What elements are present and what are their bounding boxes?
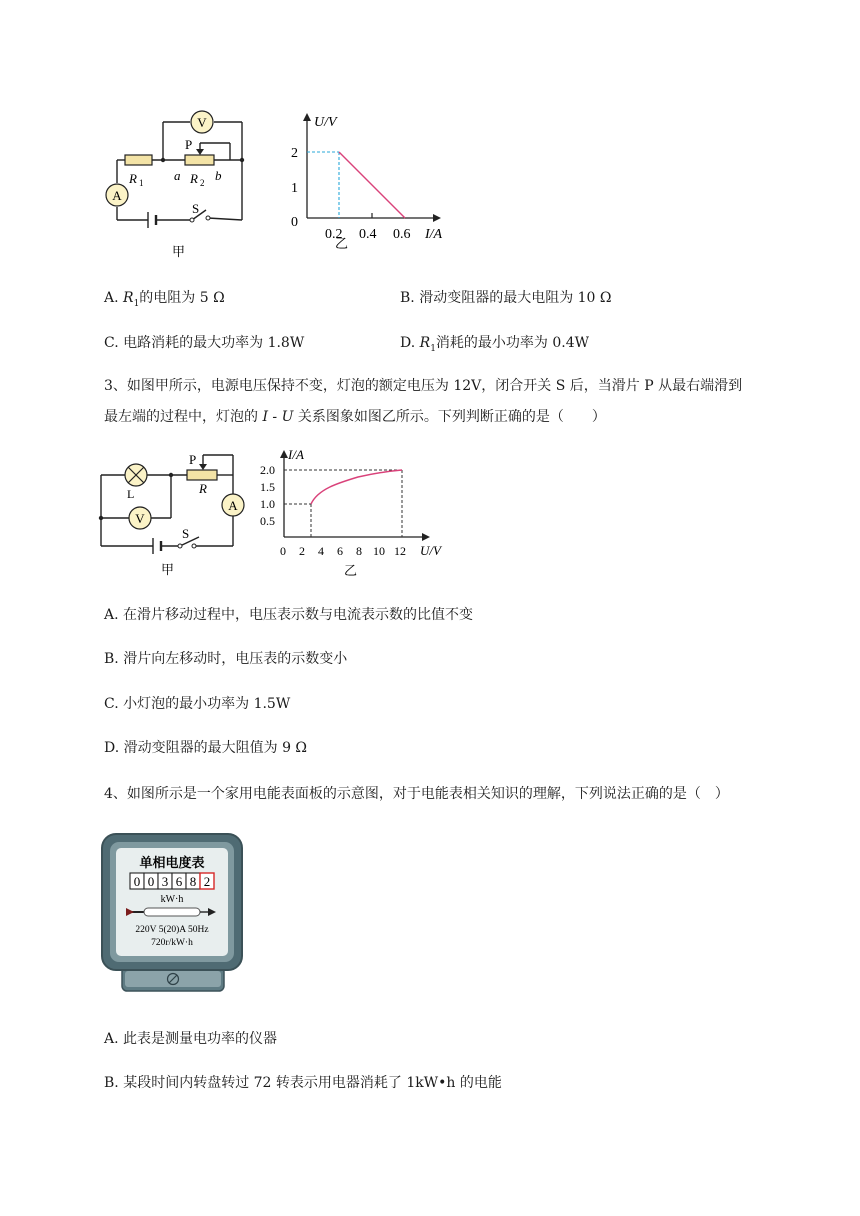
meter-spec-rating: 220V 5(20)A 50Hz xyxy=(135,925,209,935)
meter-digit: 3 xyxy=(161,874,169,889)
voltmeter-label: V xyxy=(135,511,145,526)
q3-circuit-figure xyxy=(95,450,255,580)
q3-option-b: B. 滑片向左移动时，电压表的示数变小 xyxy=(104,651,348,667)
r2-subscript: 2 xyxy=(200,178,205,188)
y-tick: 0.5 xyxy=(260,514,275,528)
q2-option-d: D. $R_1$消耗的最小功率为 0.4W xyxy=(400,335,590,354)
r2-label: R xyxy=(190,171,198,186)
meter-spec-revolutions: 720r/kW·h xyxy=(151,938,193,948)
x-tick: 10 xyxy=(373,544,385,558)
q3-stem-line2: 最左端的过程中，灯泡的 I - U 关系图象如图乙所示。下列判断正确的是（ ） xyxy=(104,409,606,425)
x-tick: 0.6 xyxy=(393,227,411,242)
q3-option-d: D. 滑动变阻器的最大阻值为 9 Ω xyxy=(104,740,308,756)
x-tick: 2 xyxy=(299,544,305,558)
switch-label: S xyxy=(182,526,190,541)
x-tick: 6 xyxy=(337,544,343,558)
q2-ui-graph xyxy=(285,108,460,256)
end-a-label: a xyxy=(174,168,181,183)
y-tick: 1.5 xyxy=(260,480,275,494)
meter-digit: 0 xyxy=(147,874,155,889)
graph-y-axis-label: I/A xyxy=(288,447,304,462)
q4-option-a: A. 此表是测量电功率的仪器 xyxy=(104,1031,278,1047)
var-r: R xyxy=(123,290,134,306)
q3-option-c: C. 小灯泡的最小功率为 1.5W xyxy=(104,696,291,712)
r1-label: R xyxy=(129,171,137,186)
meter-digit: 6 xyxy=(175,874,183,889)
figure-caption: 乙 xyxy=(335,237,349,252)
meter-digit: 0 xyxy=(133,874,141,889)
ammeter-label: A xyxy=(228,498,238,513)
graph-x-axis-label: I/A xyxy=(425,227,443,242)
y-tick: 1.0 xyxy=(260,497,275,511)
figure-caption: 甲 xyxy=(172,245,186,260)
q2-circuit-figure xyxy=(100,105,260,260)
electricity-meter-figure xyxy=(100,832,246,994)
figure-caption: 甲 xyxy=(161,563,175,578)
slider-label: P xyxy=(189,452,197,467)
meter-title: 单相电度表 xyxy=(139,856,205,871)
subscript: 1 xyxy=(430,343,436,354)
x-tick: 8 xyxy=(356,544,362,558)
y-tick: 2.0 xyxy=(260,463,275,477)
q3-stem-line1: 3、如图甲所示，电源电压保持不变，灯泡的额定电压为 12V，闭合开关 S 后，当滑片 P 从最右端滑到 xyxy=(104,378,743,394)
rheostat-label: R xyxy=(199,481,207,496)
switch-label: S xyxy=(192,201,200,216)
x-tick: 0.4 xyxy=(359,227,377,242)
subscript: 1 xyxy=(133,298,140,309)
voltmeter-label: V xyxy=(197,115,207,130)
var-r: R xyxy=(419,335,431,351)
q2-option-b: B. 滑动变阻器的最大电阻为 10 Ω xyxy=(400,290,612,306)
iu-relation: I - U xyxy=(262,409,294,425)
x-tick: 0.2 xyxy=(325,227,343,242)
x-tick: 4 xyxy=(318,544,324,558)
meter-digit-decimal: 2 xyxy=(203,874,211,889)
graph-y-axis-label: U/V xyxy=(314,115,337,130)
r1-subscript: 1 xyxy=(139,178,144,188)
x-tick: 12 xyxy=(394,544,406,558)
q3-iu-graph xyxy=(258,447,448,582)
slider-label: P xyxy=(185,137,193,152)
y-tick: 2 xyxy=(291,146,298,161)
y-tick: 0 xyxy=(291,215,298,230)
meter-unit: kW·h xyxy=(160,894,184,905)
q4-stem: 4、如图所示是一个家用电能表面板的示意图，对于电能表相关知识的理解，下列说法正确的是（ ） xyxy=(104,786,729,802)
lamp-label: L xyxy=(127,487,135,501)
x-tick: 0 xyxy=(280,544,286,558)
figure-caption: 乙 xyxy=(344,564,358,579)
q2-option-a: A. $R_1$的电阻为 5 Ω xyxy=(104,290,225,309)
y-tick: 1 xyxy=(291,181,298,196)
graph-x-axis-label: U/V xyxy=(420,543,441,558)
q3-option-a: A. 在滑片移动过程中，电压表示数与电流表示数的比值不变 xyxy=(104,607,474,623)
end-b-label: b xyxy=(215,168,222,183)
q2-option-c: C. 电路消耗的最大功率为 1.8W xyxy=(104,335,305,351)
ammeter-label: A xyxy=(112,188,122,203)
meter-digit: 8 xyxy=(189,874,197,889)
q4-option-b: B. 某段时间内转盘转过 72 转表示用电器消耗了 1kW•h 的电能 xyxy=(104,1075,502,1091)
